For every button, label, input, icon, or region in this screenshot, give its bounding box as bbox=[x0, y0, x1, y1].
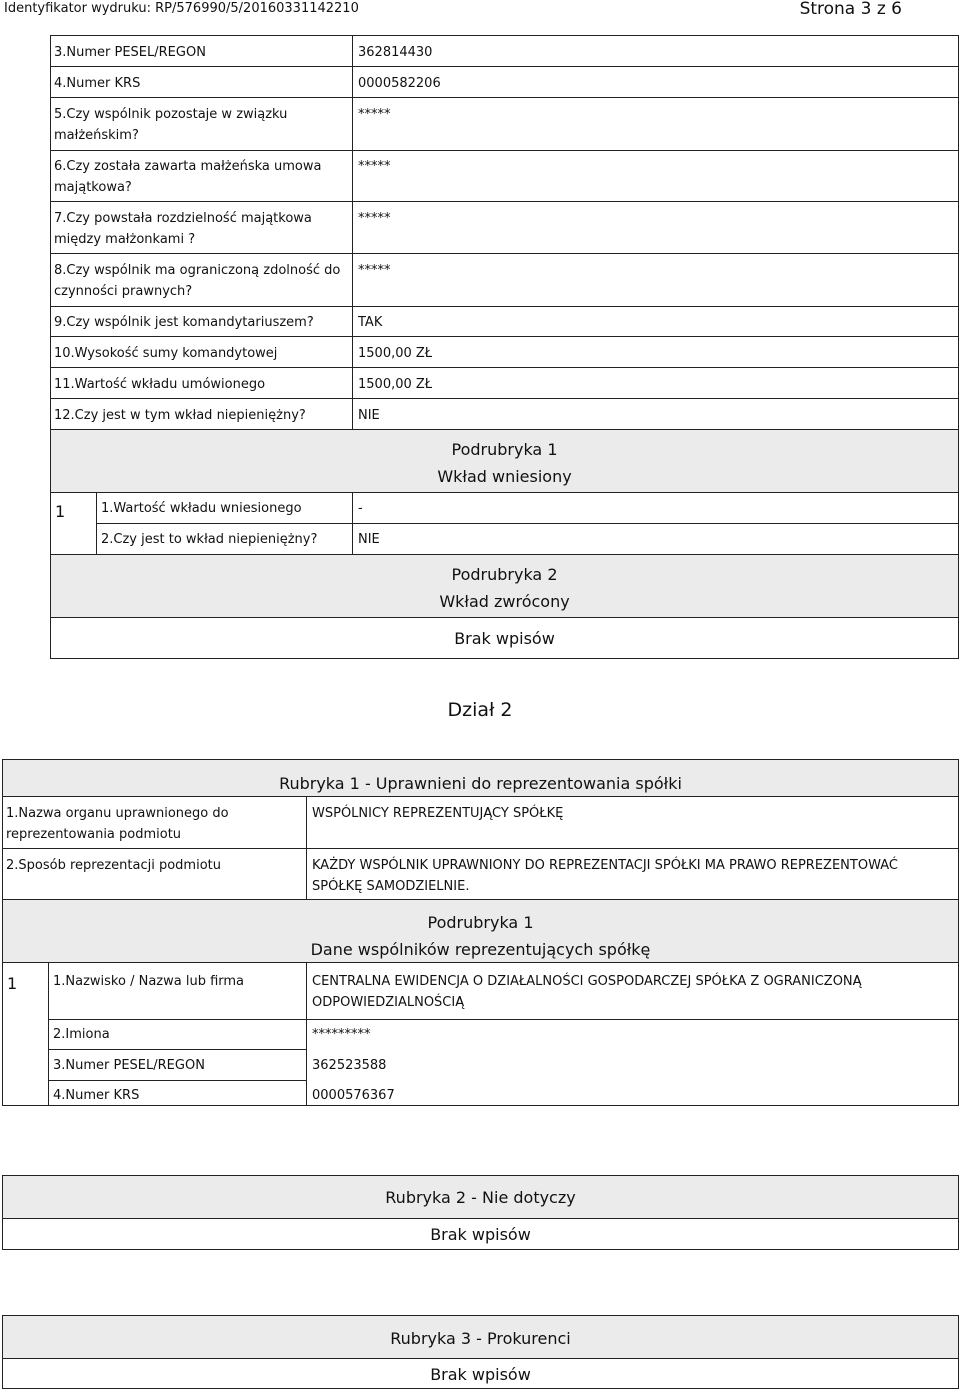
separation-value: ***** bbox=[358, 211, 391, 226]
prenup-label-line2: majątkowa? bbox=[54, 180, 132, 195]
marriage-label-line1: 5.Czy wspólnik pozostaje w związku bbox=[54, 107, 288, 122]
rubric-not-applicable-header bbox=[2, 1175, 959, 1219]
organ-name-value: WSPÓLNICY REPREZENTUJĄCY SPÓŁKĘ bbox=[312, 806, 564, 821]
subsection-partners-data-header bbox=[2, 899, 959, 963]
marriage-value: ***** bbox=[358, 107, 391, 122]
separation-label-line1: 7.Czy powstała rozdzielność majątkowa bbox=[54, 211, 312, 226]
non-cash-contribution-label: 2.Czy jest to wkład niepieniężny? bbox=[101, 532, 318, 547]
rubric-title: Rubryka 1 - Uprawnieni do reprezentowania spółki bbox=[279, 774, 682, 793]
representation-method-line2: SPÓŁKĘ SAMODZIELNIE. bbox=[312, 879, 470, 894]
partner-name-line1: CENTRALNA EWIDENCJA O DZIAŁALNOŚCI GOSPODARCZEJ SPÓŁKA Z OGRANICZONĄ bbox=[312, 974, 862, 989]
section-title: Dział 2 bbox=[447, 699, 513, 721]
capacity-label-line2: czynności prawnych? bbox=[54, 284, 193, 299]
separation-label-line2: między małżonkami ? bbox=[54, 232, 196, 247]
contribution-value: - bbox=[358, 501, 363, 516]
rubric-proxies-header bbox=[2, 1315, 959, 1359]
contribution-returned-empty bbox=[50, 617, 959, 659]
limited-sum-label: 10.Wysokość sumy komandytowej bbox=[54, 346, 278, 361]
rubric-title: Rubryka 2 - Nie dotyczy bbox=[385, 1188, 576, 1207]
capacity-value: ***** bbox=[358, 263, 391, 278]
rubric-proxies-empty bbox=[2, 1358, 959, 1389]
no-entries-text: Brak wpisów bbox=[454, 629, 555, 648]
first-names-value: ********* bbox=[312, 1027, 371, 1042]
contribution-made-table bbox=[50, 492, 959, 555]
krs-label: 4.Numer KRS bbox=[54, 76, 141, 91]
organ-name-label-line1: 1.Nazwa organu uprawnionego do bbox=[6, 806, 229, 821]
partner-pesel-regon-value: 362523588 bbox=[312, 1058, 387, 1073]
pesel-regon-value: 362814430 bbox=[358, 45, 433, 60]
subsection-subtitle: Wkład zwrócony bbox=[439, 592, 570, 611]
partner-krs-value: 0000576367 bbox=[312, 1088, 395, 1103]
first-names-label: 2.Imiona bbox=[53, 1027, 110, 1042]
organ-name-label-line2: reprezentowania podmiotu bbox=[6, 827, 182, 842]
prenup-label-line1: 6.Czy została zawarta małżeńska umowa bbox=[54, 159, 322, 174]
partners-data-table bbox=[2, 962, 959, 1106]
prenup-value: ***** bbox=[358, 159, 391, 174]
marriage-label-line2: małżeńskim? bbox=[54, 128, 139, 143]
subsection-contribution-made-header bbox=[50, 429, 959, 493]
non-cash-contribution-value: NIE bbox=[358, 532, 380, 547]
subsection-title: Podrubryka 1 bbox=[451, 440, 558, 459]
agreed-contribution-value: 1500,00 ZŁ bbox=[358, 377, 433, 392]
subsection-subtitle: Dane wspólników reprezentujących spółkę bbox=[310, 940, 651, 959]
partner-krs-label: 4.Numer KRS bbox=[53, 1088, 140, 1103]
no-entries-text: Brak wpisów bbox=[430, 1365, 531, 1384]
no-entries-text: Brak wpisów bbox=[430, 1225, 531, 1244]
partner-name-label: 1.Nazwisko / Nazwa lub firma bbox=[53, 974, 245, 989]
subsection-contribution-returned-header bbox=[50, 554, 959, 618]
partner-name-line2: ODPOWIEDZIALNOŚCIĄ bbox=[312, 995, 465, 1010]
print-identifier: Identyfikator wydruku: RP/576990/5/20160331142210 bbox=[4, 1, 359, 16]
rubric-title: Rubryka 3 - Prokurenci bbox=[390, 1329, 571, 1348]
non-cash-label: 12.Czy jest w tym wkład niepieniężny? bbox=[54, 408, 306, 423]
rubric-not-applicable-empty bbox=[2, 1218, 959, 1250]
entry-index: 1 bbox=[55, 502, 66, 521]
capacity-label-line1: 8.Czy wspólnik ma ograniczoną zdolność do bbox=[54, 263, 341, 278]
partner-pesel-regon-label: 3.Numer PESEL/REGON bbox=[53, 1058, 205, 1073]
non-cash-value: NIE bbox=[358, 408, 380, 423]
representation-method-label: 2.Sposób reprezentacji podmiotu bbox=[6, 858, 221, 873]
limited-partner-value: TAK bbox=[358, 315, 383, 330]
limited-partner-label: 9.Czy wspólnik jest komandytariuszem? bbox=[54, 315, 314, 330]
representatives-table bbox=[2, 796, 959, 900]
pesel-regon-label: 3.Numer PESEL/REGON bbox=[54, 45, 206, 60]
entry-index: 1 bbox=[7, 974, 18, 993]
rubric-representatives-header bbox=[2, 759, 959, 797]
subsection-title: Podrubryka 1 bbox=[427, 913, 534, 932]
representation-method-line1: KAŻDY WSPÓLNIK UPRAWNIONY DO REPREZENTACJI SPÓŁKI MA PRAWO REPREZENTOWAĆ bbox=[312, 858, 898, 873]
subsection-title: Podrubryka 2 bbox=[451, 565, 558, 584]
contribution-value-label: 1.Wartość wkładu wniesionego bbox=[101, 501, 302, 516]
limited-sum-value: 1500,00 ZŁ bbox=[358, 346, 433, 361]
agreed-contribution-label: 11.Wartość wkładu umówionego bbox=[54, 377, 266, 392]
krs-value: 0000582206 bbox=[358, 76, 441, 91]
subsection-subtitle: Wkład wniesiony bbox=[437, 467, 572, 486]
partner-details-table bbox=[50, 35, 959, 430]
page-number: Strona 3 z 6 bbox=[799, 0, 902, 19]
